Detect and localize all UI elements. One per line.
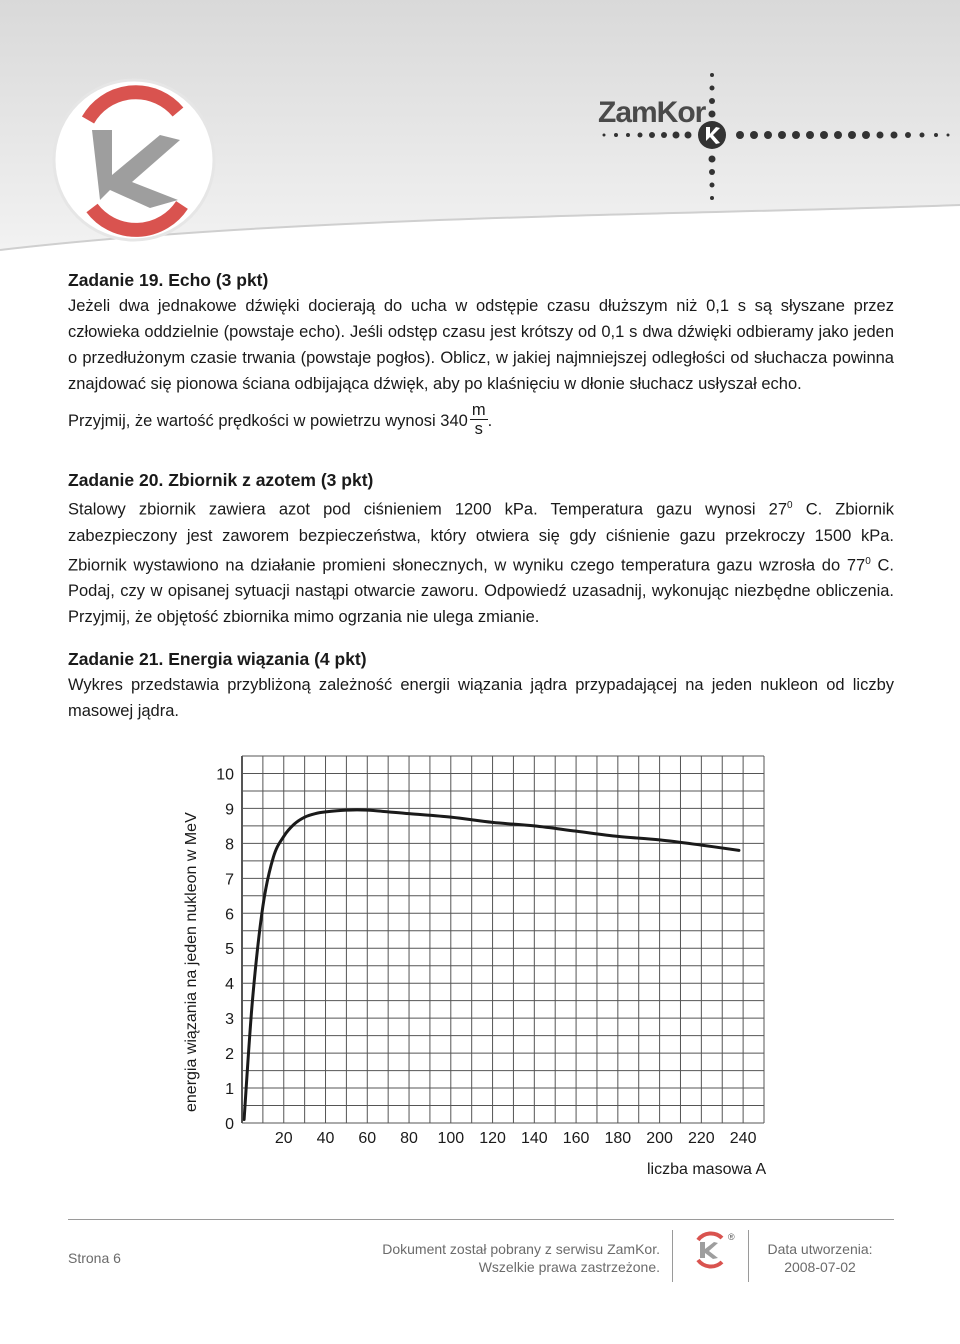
x-tick-label: 240 <box>729 1130 757 1147</box>
x-tick-label: 100 <box>437 1130 465 1147</box>
task-20-title <box>68 467 894 493</box>
binding-energy-chart <box>170 748 810 1188</box>
brand-name: ZamKor <box>598 96 706 129</box>
copyright-notice <box>360 1240 660 1276</box>
x-tick-label: 160 <box>562 1130 590 1147</box>
task-20-text-part2: C. Zbiornik zabezpieczony jest zaworem bezpieczeństwa, który otwiera się gdy ciśnienie gazu przekroczy 1500 kPa. Zbiornik wystawiono na działanie promieni słonecznych, w wyniku czego temperatura gazu wzrosła do 77 <box>68 500 894 574</box>
x-tick-labels <box>275 1130 757 1147</box>
y-tick-label: 5 <box>225 941 234 959</box>
x-axis-label: liczba masowa A <box>647 1161 767 1178</box>
y-tick-label: 2 <box>225 1046 234 1064</box>
chart-grid <box>242 756 764 1123</box>
x-tick-label: 60 <box>358 1130 377 1147</box>
footer-divider <box>68 1219 894 1220</box>
copyright-line-2: Wszelkie prawa zastrzeżone. <box>478 1259 660 1275</box>
degree-mark-1: 0 <box>787 500 793 511</box>
task-19-heading: Echo (3 pkt) <box>163 270 269 290</box>
task-19-title <box>68 267 894 293</box>
y-tick-label: 1 <box>225 1081 234 1099</box>
task-20-heading: Zbiornik z azotem (3 pkt) <box>163 470 374 490</box>
footer-logo-icon <box>690 1230 738 1270</box>
task-20 <box>68 467 894 630</box>
task-20-text-part1: Stalowy zbiornik zawiera azot pod ciśnieniem 1200 kPa. Temperatura gazu wynosi 27 <box>68 500 788 519</box>
y-tick-label: 9 <box>225 801 234 819</box>
chart-svg <box>170 748 810 1188</box>
x-tick-label: 220 <box>688 1130 715 1147</box>
creation-date-value: 2008-07-02 <box>784 1259 856 1275</box>
task-21-number: Zadanie 21. <box>68 649 164 669</box>
y-tick-label: 10 <box>216 766 234 784</box>
y-tick-label: 7 <box>225 871 234 889</box>
task-20-text <box>68 493 894 630</box>
page-number: Strona 6 <box>68 1250 121 1266</box>
creation-date-label: Data utworzenia: <box>767 1241 873 1257</box>
task-19-text: Jeżeli dwa jednakowe dźwięki docierają do ucha w odstępie czasu dłuższym niż 0,1 s są słyszane przez człowieka oddzielnie (powstaje echo). Jeśli odstęp czasu jest krótszy od 0,1 s dwa dźwięki odbieramy jako jeden o przedłużonym czasie trwania (powstaje pogłos). Oblicz, w jakiej najmniejszej odległości od słuchacza powinna znajdować się pionowa ściana odbijająca dźwięk, aby po klaśnięciu w dłonie słuchacz usłyszał echo. <box>68 297 894 393</box>
y-tick-label: 0 <box>225 1116 234 1133</box>
task-19 <box>68 267 894 440</box>
task-21-text: Wykres przedstawia przybliżoną zależność energii wiązania jądra przypadającej na jeden nukleon od liczby masowej jądra. <box>68 676 894 720</box>
degree-mark-2: 0 <box>865 555 871 567</box>
y-tick-label: 6 <box>225 906 234 924</box>
unit-denominator: s <box>474 420 483 438</box>
binding-energy-curve <box>244 810 739 1120</box>
task-20-number: Zadanie 20. <box>68 470 164 490</box>
y-tick-labels <box>216 766 234 1133</box>
x-tick-label: 180 <box>604 1130 632 1147</box>
x-tick-label: 20 <box>274 1130 293 1147</box>
y-tick-label: 8 <box>225 836 234 854</box>
task-21 <box>68 646 894 724</box>
unit-fraction <box>470 401 488 438</box>
x-tick-label: 80 <box>400 1130 418 1147</box>
page-header <box>0 0 960 260</box>
footer-separator-left <box>672 1230 673 1282</box>
task-21-heading: Energia wiązania (4 pkt) <box>163 649 367 669</box>
x-tick-label: 120 <box>479 1130 506 1147</box>
task-19-assumption <box>68 403 894 440</box>
large-k-logo-icon <box>54 80 214 240</box>
x-tick-label: 200 <box>646 1130 673 1147</box>
creation-date-block <box>740 1240 900 1276</box>
task-19-number: Zadanie 19. <box>68 270 164 290</box>
y-axis-label: energia wiązania na jeden nukleon w MeV <box>183 812 200 1112</box>
task-20-text-part3: C. Podaj, czy w opisanej sytuacji nastąpi otwarcie zaworu. Odpowiedź uzasadnij, wykonując niezbędne obliczenia. Przyjmij, że objętość zbiornika mimo ogrzania nie ulega zmianie. <box>68 556 894 626</box>
copyright-line-1: Dokument został pobrany z serwisu ZamKor. <box>382 1241 660 1257</box>
x-tick-label: 40 <box>316 1130 335 1147</box>
y-tick-label: 4 <box>225 976 234 994</box>
header-graphic <box>0 0 960 260</box>
x-tick-label: 140 <box>520 1130 548 1147</box>
unit-numerator: m <box>471 401 486 419</box>
task-19-assumption-text: Przyjmij, że wartość prędkości w powietrzu wynosi 340 <box>68 411 468 430</box>
task-21-title <box>68 646 894 672</box>
task-19-assumption-end: . <box>487 411 493 430</box>
y-tick-label: 3 <box>225 1011 234 1029</box>
registered-mark: ® <box>728 1232 735 1242</box>
